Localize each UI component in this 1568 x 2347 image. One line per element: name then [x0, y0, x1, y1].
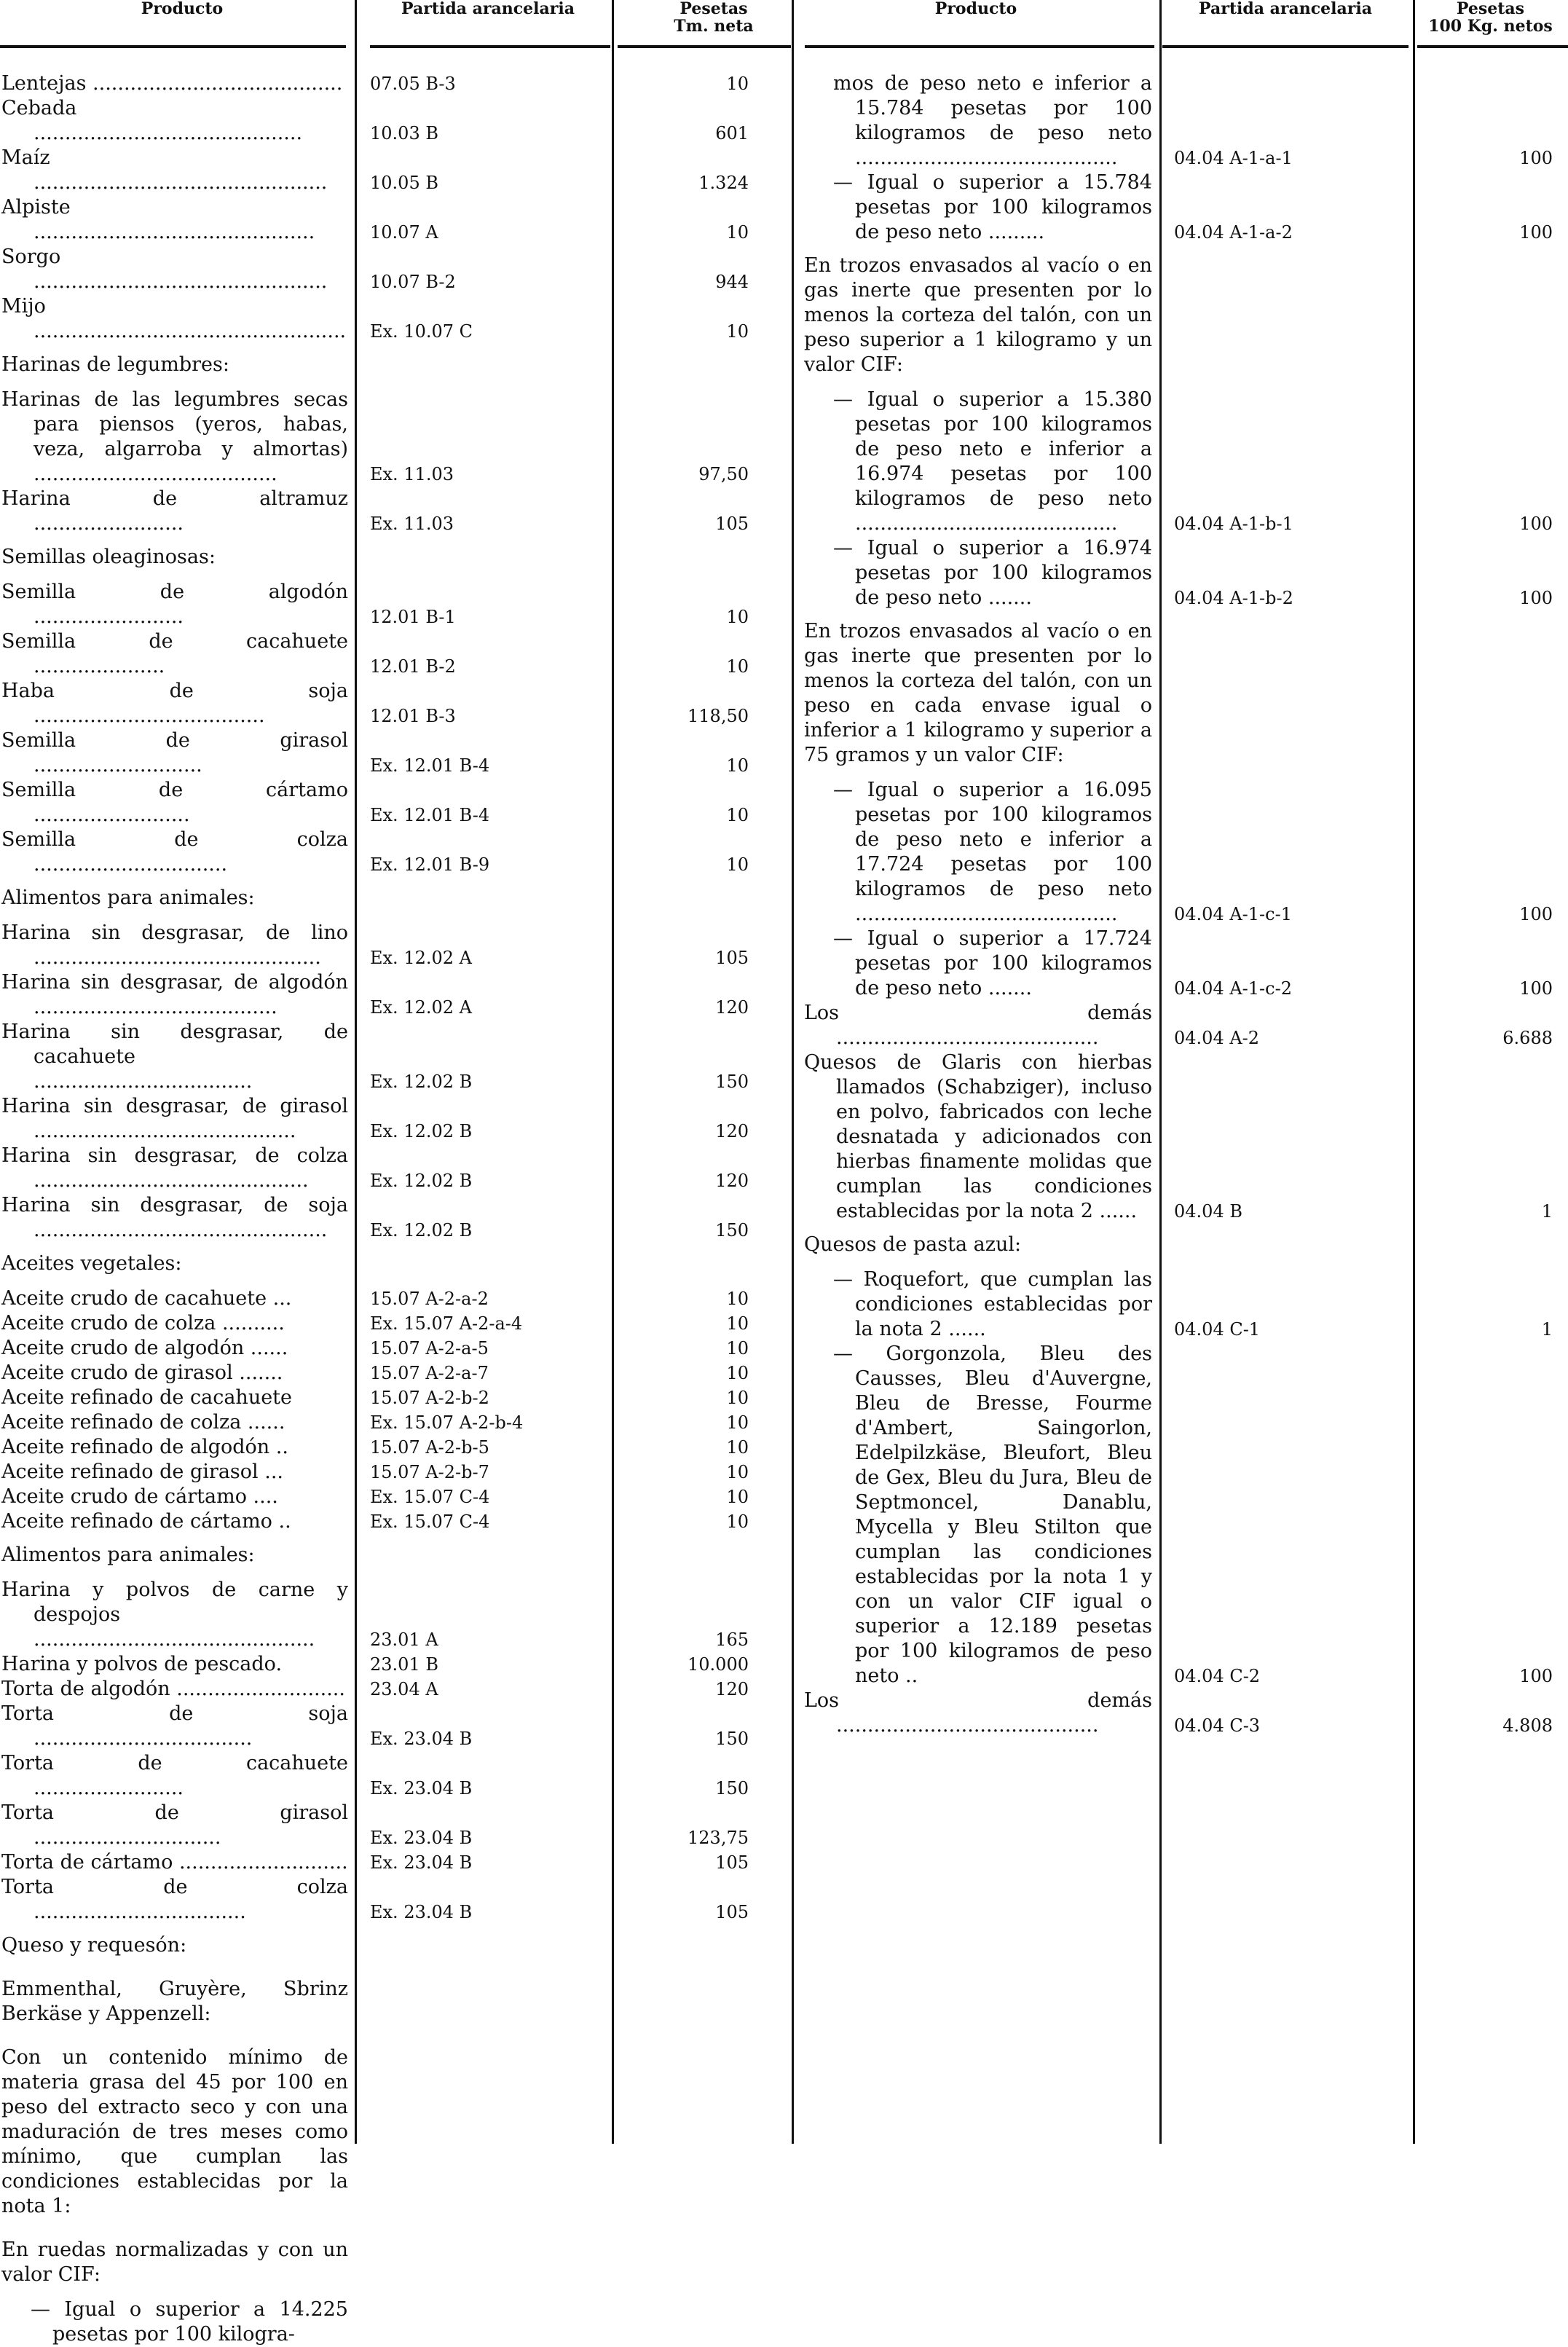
- partida-cell: 07.05 B-3: [370, 74, 456, 94]
- product-cell: Harina sin desgrasar, de colza ............................................: [1, 1144, 348, 1192]
- table-row: [804, 778, 1567, 927]
- table-row: [1, 921, 788, 970]
- section-heading: [1, 1925, 788, 1968]
- product-cell: Alpiste .............................................: [1, 196, 315, 243]
- table-row: [1, 679, 788, 728]
- product-cell: Semilla de colza ...............................: [1, 828, 348, 876]
- left-header-pesetas: Pesetas Tm. neta: [674, 0, 754, 36]
- table-row: [1, 1361, 788, 1385]
- table-row: [1, 1336, 788, 1361]
- partida-cell: Ex. 12.02 A: [370, 997, 472, 1018]
- product-cell: Harina sin desgrasar, de algodón .......................................: [1, 971, 348, 1018]
- table-row: [1, 1193, 788, 1243]
- partida-cell: Ex. 11.03: [370, 514, 454, 534]
- product-cell: Haba de soja .....................................: [1, 680, 348, 727]
- pesetas-cell: 6.688: [1502, 1028, 1553, 1048]
- pesetas-cell: 10.000: [688, 1654, 749, 1675]
- product-cell: Aceite refinado de cártamo ..: [1, 1510, 291, 1533]
- partida-cell: 04.04 A-1-b-2: [1174, 588, 1293, 608]
- column-divider: [792, 0, 794, 2144]
- right-header-pesetas: Pesetas 100 Kg. netos: [1428, 0, 1553, 36]
- product-cell: — Roquefort, que cumplan las condiciones establecidas por la nota 2 ......: [833, 1268, 1152, 1340]
- product-cell: Alimentos para animales:: [1, 1544, 255, 1566]
- section-heading: [1, 1968, 788, 2037]
- partida-cell: 04.04 C-2: [1174, 1666, 1261, 1686]
- section-heading: [1, 536, 788, 580]
- left-header-producto: Producto: [141, 0, 224, 18]
- pesetas-cell: 10: [726, 1363, 749, 1383]
- partida-cell: 23.01 B: [370, 1654, 438, 1675]
- table-row: [1, 96, 788, 146]
- pesetas-cell: 97,50: [698, 464, 749, 484]
- partida-cell: Ex. 23.04 B: [370, 1902, 473, 1922]
- table-row: [1, 1410, 788, 1435]
- pesetas-cell: 10: [726, 1412, 749, 1433]
- product-cell: Harina y polvos de carne y despojos .............................................: [1, 1579, 348, 1651]
- partida-cell: 10.07 A: [370, 222, 438, 243]
- product-cell: Aceite crudo de colza ..........: [1, 1312, 285, 1334]
- table-row: [1, 1286, 788, 1311]
- partida-cell: 04.04 A-2: [1174, 1028, 1260, 1048]
- pesetas-cell: 100: [1519, 588, 1553, 608]
- table-row: [804, 170, 1567, 245]
- partida-cell: 15.07 A-2-a-5: [370, 1338, 489, 1359]
- product-cell: Harina sin desgrasar, de girasol ..........................................: [1, 1095, 348, 1142]
- product-cell: mos de peso neto e inferior a 15.784 pesetas por 100 kilogramos de peso neto ..........................................: [833, 72, 1152, 169]
- section-heading: [1, 344, 788, 388]
- product-cell: Mijo ..................................................: [1, 295, 347, 342]
- table-row: [1, 970, 788, 1020]
- partida-cell: 04.04 C-3: [1174, 1715, 1261, 1736]
- partida-cell: 04.04 C-1: [1174, 1319, 1261, 1340]
- pesetas-cell: 10: [726, 222, 749, 243]
- left-table: [1, 71, 788, 2347]
- pesetas-cell: 150: [715, 1778, 749, 1798]
- product-cell: Semilla de algodón ........................: [1, 581, 348, 628]
- partida-cell: 10.03 B: [370, 123, 438, 144]
- product-cell: Aceite refinado de cacahuete: [1, 1386, 293, 1409]
- right-header-rule-2: [1162, 45, 1409, 48]
- product-cell: — Gorgonzola, Bleu des Causses, Bleu d'Auvergne, Bleu de Bresse, Fourme d'Ambert, Saingorlon, Edelpilzkäse, Bleufort, Bleu de Gex, Bleu du Jura, Bleu de Septmoncel, Danablu, Mycella y Bleu Stilton que cumplan las condiciones establecidas por la nota 1 y con un valor CIF igual o superior a 12.189 pesetas por 100 kilogramos de peso neto ..: [833, 1342, 1152, 1687]
- right-header-rule: [805, 45, 1154, 48]
- product-cell: Harina y polvos de pescado.: [1, 1653, 283, 1675]
- table-row: [1, 1435, 788, 1460]
- product-cell: Harina de altramuz ........................: [1, 487, 348, 535]
- product-cell: Torta de algodón ...........................: [1, 1678, 345, 1700]
- table-row: [804, 1267, 1567, 1342]
- table-row: [804, 1050, 1567, 1224]
- product-cell: — Igual o superior a 16.095 pesetas por 100 kilogramos de peso neto e inferior a 17.724 pesetas por 100 kilogramos de peso neto ..........................................: [833, 779, 1152, 925]
- partida-cell: Ex. 12.02 B: [370, 1220, 473, 1241]
- pesetas-cell: 10: [726, 1313, 749, 1334]
- pesetas-cell: 150: [715, 1072, 749, 1092]
- pesetas-cell: 4.808: [1502, 1715, 1553, 1736]
- product-cell: Torta de girasol ..............................: [1, 1801, 348, 1849]
- product-cell: — Igual o superior a 15.380 pesetas por 100 kilogramos de peso neto e inferior a 16.974 pesetas por 100 kilogramos de peso neto ..........................................: [833, 388, 1152, 535]
- pesetas-cell: 123,75: [688, 1828, 749, 1848]
- pesetas-cell: 10: [726, 74, 749, 94]
- left-header-rule-3: [618, 45, 791, 48]
- product-cell: Semilla de cártamo .........................: [1, 779, 348, 826]
- left-header-rule-2: [370, 45, 610, 48]
- left-header-partida: Partida arancelaria: [401, 0, 575, 18]
- pesetas-cell: 10: [726, 755, 749, 776]
- partida-cell: Ex. 12.01 B-9: [370, 854, 490, 875]
- pesetas-cell: 10: [726, 607, 749, 627]
- pesetas-cell: 150: [715, 1220, 749, 1241]
- product-cell: Lentejas ........................................: [1, 72, 343, 95]
- product-cell: Harina sin desgrasar, de soja ...............................................: [1, 1194, 348, 1241]
- pesetas-cell: 10: [726, 1388, 749, 1408]
- section-heading: [1, 1243, 788, 1286]
- partida-cell: Ex. 12.02 B: [370, 1072, 473, 1092]
- product-cell: Los demás ..........................................: [804, 1002, 1152, 1049]
- pesetas-cell: 10: [726, 1487, 749, 1507]
- pesetas-cell: 1.324: [698, 173, 749, 193]
- table-row: [1, 487, 788, 536]
- product-cell: Los demás ..........................................: [804, 1689, 1152, 1737]
- product-cell: Aceites vegetales:: [1, 1252, 182, 1275]
- table-row: [1, 1652, 788, 1677]
- partida-cell: Ex. 12.01 B-4: [370, 755, 490, 776]
- table-row: [1, 1144, 788, 1193]
- partida-cell: 15.07 A-2-a-7: [370, 1363, 489, 1383]
- right-header-producto: Producto: [934, 0, 1017, 18]
- partida-cell: 23.04 A: [370, 1679, 438, 1699]
- product-cell: Con un contenido mínimo de materia grasa del 45 por 100 en peso del extracto seco y con una maduración de tres meses como mínimo, que cumplan las condiciones establecidas por la nota 1:: [1, 2046, 348, 2217]
- table-row: [1, 827, 788, 877]
- pesetas-cell: 105: [715, 514, 749, 534]
- partida-cell: Ex. 15.07 C-4: [370, 1511, 490, 1532]
- pesetas-cell: 105: [715, 1902, 749, 1922]
- pesetas-cell: 10: [726, 854, 749, 875]
- table-row: [1, 1578, 788, 1652]
- table-row: [804, 1342, 1567, 1688]
- product-cell: Torta de cártamo ...........................: [1, 1851, 348, 1874]
- product-cell: — Igual o superior a 17.724 pesetas por 100 kilogramos de peso neto .......: [833, 927, 1152, 999]
- pesetas-cell: 100: [1519, 904, 1553, 924]
- partida-cell: Ex. 15.07 C-4: [370, 1487, 490, 1507]
- partida-cell: 10.07 B-2: [370, 272, 456, 292]
- table-row: [1, 388, 788, 487]
- pesetas-cell: 10: [726, 1338, 749, 1359]
- partida-cell: Ex. 12.01 B-4: [370, 805, 490, 825]
- table-row: [804, 1001, 1567, 1050]
- table-row: [1, 1751, 788, 1801]
- partida-cell: 15.07 A-2-b-2: [370, 1388, 489, 1408]
- pesetas-cell: 100: [1519, 222, 1553, 243]
- partida-cell: 23.01 A: [370, 1629, 438, 1650]
- pesetas-cell: 165: [715, 1629, 749, 1650]
- pesetas-cell: 105: [715, 1852, 749, 1873]
- partida-cell: 04.04 A-1-b-1: [1174, 514, 1293, 534]
- product-cell: En trozos envasados al vacío o en gas inerte que presenten por lo menos la corteza del talón, con un peso superior a 1 kilogramo y un valor CIF:: [804, 254, 1152, 376]
- product-cell: Semillas oleaginosas:: [1, 546, 216, 568]
- product-cell: Torta de cacahuete ........................: [1, 1752, 348, 1799]
- product-cell: Emmenthal, Gruyère, Sbrinz Berkäse y Appenzell:: [1, 1978, 348, 2025]
- product-cell: Quesos de Glaris con hierbas llamados (Schabziger), incluso en polvo, fabricados con leche desnatada y adicionados con hierbas finamente molidas que cumplan las condiciones establecidas por la nota 2 ......: [804, 1051, 1152, 1222]
- section-heading: [1, 2037, 788, 2229]
- pesetas-cell: 120: [715, 1171, 749, 1191]
- pesetas-cell: 100: [1519, 1666, 1553, 1686]
- table-row: [804, 71, 1567, 170]
- table-row: [1, 1850, 788, 1875]
- product-cell: — Igual o superior a 15.784 pesetas por 100 kilogramos de peso neto .........: [833, 171, 1152, 243]
- pesetas-cell: 10: [726, 1462, 749, 1482]
- pesetas-cell: 105: [715, 948, 749, 968]
- table-row: [1, 195, 788, 245]
- table-row: [1, 778, 788, 827]
- pesetas-cell: 120: [715, 1121, 749, 1141]
- product-cell: Semilla de girasol ...........................: [1, 729, 348, 777]
- pesetas-cell: 944: [715, 272, 749, 292]
- section-heading: [1, 2229, 788, 2297]
- table-row: [1, 1385, 788, 1410]
- pesetas-cell: 601: [715, 123, 749, 144]
- product-cell: Harina sin desgrasar, de cacahuete ...................................: [1, 1021, 348, 1093]
- product-cell: — Igual o superior a 16.974 pesetas por 100 kilogramos de peso neto .......: [833, 537, 1152, 609]
- partida-cell: Ex. 23.04 B: [370, 1778, 473, 1798]
- product-cell: — Igual o superior a 14.225 pesetas por 100 kilogra-: [31, 2298, 348, 2346]
- pesetas-cell: 150: [715, 1729, 749, 1749]
- product-cell: En ruedas normalizadas y con un valor CIF:: [1, 2238, 348, 2286]
- table-row: [804, 927, 1567, 1001]
- pesetas-cell: 1: [1541, 1201, 1553, 1222]
- product-cell: Alimentos para animales:: [1, 886, 255, 909]
- pesetas-cell: 120: [715, 997, 749, 1018]
- partida-cell: Ex. 23.04 B: [370, 1852, 473, 1873]
- partida-cell: Ex. 23.04 B: [370, 1729, 473, 1749]
- table-row: [804, 536, 1567, 610]
- partida-cell: Ex. 15.07 A-2-a-4: [370, 1313, 523, 1334]
- product-cell: Sorgo ...............................................: [1, 245, 328, 293]
- partida-cell: 12.01 B-1: [370, 607, 456, 627]
- table-row: [1, 1094, 788, 1144]
- product-cell: Aceite crudo de cacahuete ...: [1, 1287, 292, 1310]
- product-cell: Aceite refinado de colza ......: [1, 1411, 285, 1434]
- partida-cell: 04.04 B: [1174, 1201, 1242, 1222]
- product-cell: Torta de colza ..................................: [1, 1876, 348, 1923]
- section-heading: [804, 1224, 1567, 1267]
- partida-cell: 12.01 B-3: [370, 706, 456, 726]
- product-cell: Aceite crudo de girasol .......: [1, 1361, 283, 1384]
- partida-cell: Ex. 23.04 B: [370, 1828, 473, 1848]
- product-cell: En trozos envasados al vacío o en gas inerte que presenten por lo menos la corteza del talón, con un peso en cada envase igual o inferior a 1 kilogramo y superior a 75 gramos y un valor CIF:: [804, 620, 1152, 766]
- table-row: [1, 728, 788, 778]
- product-cell: Harina sin desgrasar, de lino ..............................................: [1, 921, 348, 969]
- table-row: [1, 629, 788, 679]
- partida-cell: Ex. 15.07 A-2-b-4: [370, 1412, 524, 1433]
- pesetas-cell: 10: [726, 656, 749, 677]
- partida-cell: 15.07 A-2-b-7: [370, 1462, 489, 1482]
- partida-cell: 04.04 A-1-c-2: [1174, 978, 1292, 999]
- table-row: [1, 580, 788, 629]
- table-row: [1, 1875, 788, 1925]
- partida-cell: Ex. 10.07 C: [370, 321, 473, 342]
- product-cell: Aceite crudo de cártamo ....: [1, 1485, 278, 1508]
- product-cell: Aceite refinado de algodón ..: [1, 1436, 288, 1458]
- section-heading: [1, 1534, 788, 1578]
- product-cell: Harinas de las legumbres secas para piensos (yeros, habas, veza, algarroba y almortas) .......................................: [1, 388, 348, 485]
- table-row: [1, 294, 788, 344]
- pesetas-cell: 100: [1519, 514, 1553, 534]
- table-row: [1, 1311, 788, 1336]
- partida-cell: Ex. 11.03: [370, 464, 454, 484]
- partida-cell: Ex. 12.02 B: [370, 1121, 473, 1141]
- product-cell: Harinas de legumbres:: [1, 353, 229, 376]
- partida-cell: 04.04 A-1-a-2: [1174, 222, 1293, 243]
- table-row: [1, 1485, 788, 1509]
- right-header-rule-3: [1417, 45, 1568, 48]
- partida-cell: 12.01 B-2: [370, 656, 456, 677]
- product-cell: Cebada ...........................................: [1, 97, 303, 144]
- right-header-partida: Partida arancelaria: [1199, 0, 1372, 18]
- pesetas-cell: 10: [726, 321, 749, 342]
- section-heading: [804, 610, 1567, 778]
- pesetas-cell: 10: [726, 1437, 749, 1458]
- table-row: [804, 1688, 1567, 1738]
- pesetas-cell: 118,50: [688, 706, 749, 726]
- pesetas-cell: 120: [715, 1679, 749, 1699]
- partida-cell: Ex. 12.02 A: [370, 948, 472, 968]
- table-row: [1, 1677, 788, 1702]
- table-row: [1, 1801, 788, 1850]
- table-row: [1, 1460, 788, 1485]
- section-heading: [1, 877, 788, 921]
- pesetas-cell: 10: [726, 1289, 749, 1309]
- table-row: [1, 2297, 788, 2347]
- right-table: [804, 71, 1567, 1738]
- partida-cell: 04.04 A-1-a-1: [1174, 148, 1293, 168]
- pesetas-cell: 100: [1519, 148, 1553, 168]
- pesetas-cell: 1: [1541, 1319, 1553, 1340]
- partida-cell: 15.07 A-2-a-2: [370, 1289, 489, 1309]
- product-cell: Queso y requesón:: [1, 1934, 187, 1957]
- product-cell: Semilla de cacahuete .....................: [1, 630, 348, 677]
- product-cell: Torta de soja ...................................: [1, 1702, 348, 1750]
- partida-cell: 10.05 B: [370, 173, 438, 193]
- table-row: [804, 388, 1567, 536]
- table-row: [1, 245, 788, 294]
- partida-cell: 15.07 A-2-b-5: [370, 1437, 489, 1458]
- pesetas-cell: 10: [726, 805, 749, 825]
- product-cell: Maíz ...............................................: [1, 146, 328, 194]
- left-header-rule: [0, 45, 346, 48]
- product-cell: Aceite crudo de algodón ......: [1, 1337, 288, 1359]
- table-row: [1, 1509, 788, 1534]
- table-row: [1, 71, 788, 96]
- partida-cell: Ex. 12.02 B: [370, 1171, 473, 1191]
- section-heading: [804, 245, 1567, 388]
- pesetas-cell: 100: [1519, 978, 1553, 999]
- product-cell: Aceite refinado de girasol ...: [1, 1461, 283, 1483]
- pesetas-cell: 10: [726, 1511, 749, 1532]
- table-row: [1, 1702, 788, 1751]
- product-cell: Quesos de pasta azul:: [804, 1233, 1022, 1256]
- partida-cell: 04.04 A-1-c-1: [1174, 904, 1292, 924]
- table-row: [1, 146, 788, 195]
- table-row: [1, 1020, 788, 1094]
